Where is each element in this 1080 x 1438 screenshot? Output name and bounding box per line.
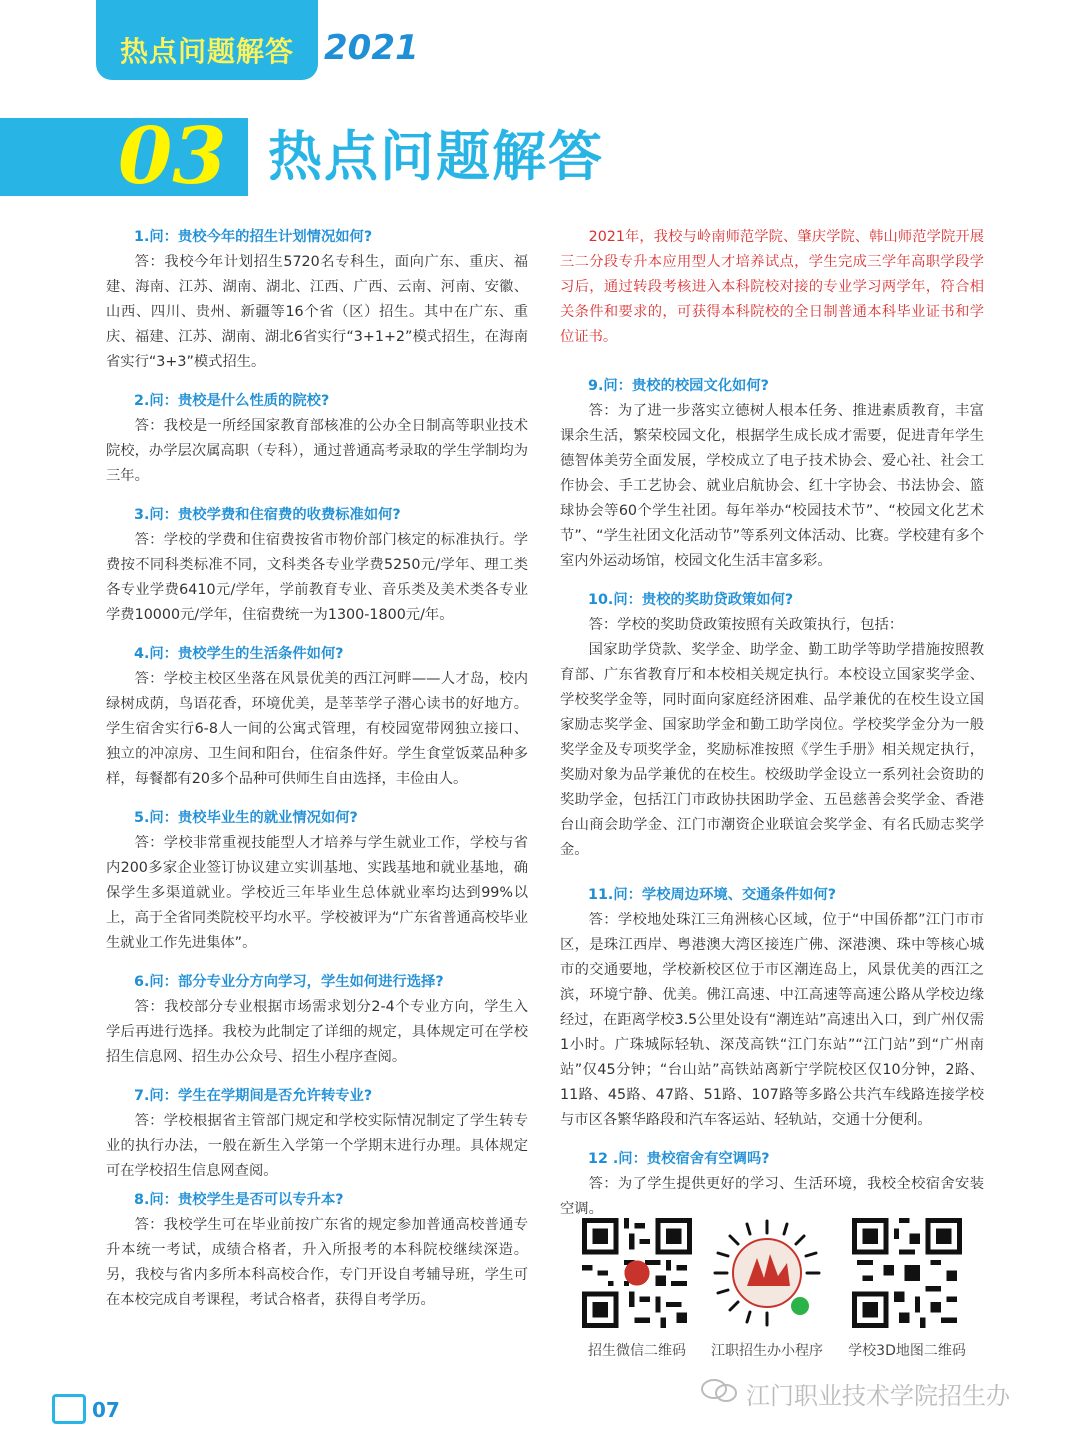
header-tab-label: 热点问题解答 (119, 35, 294, 68)
question: 5.问：贵校毕业生的就业情况如何? (134, 810, 358, 826)
question: 9.问：贵校的校园文化如何? (588, 378, 769, 394)
section-number: 03 (118, 111, 227, 202)
answer: 答：学校根据省主管部门规定和学校实际情况制定了学生转专业的执行办法，一般在新生入学第一个学期末进行办理。具体规定可在学校招生信息网查阅。 (106, 1113, 528, 1179)
answer: 答：我校学生可在毕业前按广东省的规定参加普通高校普通专升本统一考试，成绩合格者，升入所报考的本科院校继续深造。另，我校与省内多所本科高校合作，专门开设自考辅导班，学生可在本校完成自考课程，考试合格者，获得自考学历。 (106, 1217, 528, 1308)
qa-item (106, 1188, 528, 1313)
question: 6.问：部分专业分方向学习，学生如何进行选择? (134, 974, 444, 990)
answer: 答：为了学生提供更好的学习、生活环境，我校全校宿舍安装空调。 (560, 1176, 984, 1217)
qr-label: 江职招生办小程序 (711, 1343, 823, 1359)
qa-item (106, 225, 528, 375)
answer: 答：学校地处珠江三角洲核心区域，位于“中国侨都”江门市市区，是珠江西岸、粤港澳大湾区接连广佛、深港澳、珠中等核心城市的交通要地，学校新校区位于市区潮连岛上，风景优美的西江之滨，环境宁静、优美。佛江高速、中江高速等高速公路从学校边缘经过，在距离学校3.5公里处设有“潮连站”高速出入口，到广州仅需1小时。广珠城际轻轨、深茂高铁“江门东站”“江门站”到“广州南站”仅45分钟；“台山站”高铁站离新宁学院校区仅10分钟，2路、11路、45路、47路、51路、107路等多路公共汽车线路连接学校与市区各繁华路段和汽车客运站、轻轨站，交通十分便利。 (560, 912, 984, 1128)
answer: 答：学校主校区坐落在风景优美的西江河畔——人才岛，校内绿树成荫，鸟语花香，环境优美，是莘莘学子潜心读书的好地方。学生宿舍实行6-8人一间的公寓式管理，有校园宽带网独立接口、独立的冲凉房、卫生间和阳台，住宿条件好。学生食堂饭菜品种多样，每餐都有20多个品种可供师生自由选择，丰俭由人。 (106, 671, 528, 787)
mini-program-code-icon[interactable] (712, 1218, 822, 1328)
left-column (106, 225, 528, 1327)
qa-item (106, 389, 528, 489)
answer: 答：学校非常重视技能型人才培养与学生就业工作，学校与省内200多家企业签订协议建立实训基地、实践基地和就业基地，确保学生多渠道就业。学校近三年毕业生总体就业率均达到99%以上，高于全省同类院校平均水平。学校被评为“广东省普通高校毕业生就业工作先进集体”。 (106, 835, 529, 951)
answer: 答：学校的学费和住宿费按省市物价部门核定的标准执行。学费按不同科类标准不同，文科类各专业学费5250元/学年、理工类各专业学费6410元/学年，学前教育专业、音乐类及美术类各专业学费10000元/学年，住宿费统一为1300-1800元/年。 (106, 532, 528, 623)
question: 2.问：贵校是什么性质的院校? (134, 393, 330, 409)
answer: 答：学校的奖助贷政策按照有关政策执行，包括： (588, 617, 904, 633)
answer: 答：为了进一步落实立德树人根本任务、推进素质教育，丰富课余生活，繁荣校园文化，根据学生成长成才需要，促进青年学生德智体美劳全面发展，学校成立了电子技术协会、爱心社、社会工作协会、手工艺协会、就业启航协会、红十字协会、书法协会、篮球协会等60个学生社团。每年举办“校园技术节”、“校园文化艺术节”、“学生社团文化活动节”等系列文体活动、比赛。学校建有多个室内外运动场馆，校园文化生活丰富多彩。 (560, 403, 984, 569)
qr-code-row (560, 1218, 984, 1368)
answer: 答：我校部分专业根据市场需求划分2-4个专业方向，学生入学后再进行选择。我校为此制定了详细的规定，具体规定可在学校招生信息网、招生办公众号、招生小程序查阅。 (106, 999, 528, 1065)
question: 4.问：贵校学生的生活条件如何? (134, 646, 344, 662)
qa-item (106, 1084, 528, 1184)
watermark-text: 江门职业技术学院招生办 (746, 1382, 1010, 1410)
answer: 答：我校今年计划招生5720名专科生，面向广东、重庆、福建、海南、江苏、湖南、湖北、江西、广西、云南、河南、安徽、山西、四川、贵州、新疆等16个省（区）招生。其中在广东、重庆、福建、江苏、湖南、湖北6省实行“3+1+2”模式招生，在海南省实行“3+3”模式招生。 (106, 254, 528, 370)
qa-item (106, 642, 528, 792)
qr-label: 招生微信二维码 (588, 1343, 686, 1359)
highlight-paragraph: 2021年，我校与岭南师范学院、肇庆学院、韩山师范学院开展三二分段专升本应用型人才培养试点，学生完成三学年高职学段学习后，通过转段考核进入本科院校对接的专业学习两学年，符合相关条件和要求的，可获得本科院校的全日制普通本科毕业证书和学位证书。 (560, 229, 984, 345)
question: 1.问：贵校今年的招生计划情况如何? (134, 229, 373, 245)
qr-label: 学校3D地图二维码 (848, 1343, 966, 1359)
right-column (560, 225, 984, 1236)
qa-item (560, 1147, 984, 1222)
question: 10.问：贵校的奖助贷政策如何? (588, 592, 794, 608)
qr-code-icon[interactable] (582, 1218, 692, 1328)
question: 8.问：贵校学生是否可以专升本? (134, 1192, 344, 1208)
header-tab (96, 0, 318, 80)
header-year: 2021 (324, 28, 419, 68)
question: 3.问：贵校学费和住宿费的收费标准如何? (134, 507, 401, 523)
question: 7.问：学生在学期间是否允许转专业? (134, 1088, 373, 1104)
qa-item (560, 588, 984, 863)
question: 12 .问：贵校宿舍有空调吗? (588, 1151, 770, 1167)
page-icon (52, 1394, 86, 1424)
page-number: 07 (92, 1398, 120, 1422)
qa-item (106, 503, 528, 628)
section-title: 热点问题解答 (268, 125, 604, 188)
qa-item (106, 806, 528, 956)
qa-item (560, 883, 984, 1133)
qa-item (560, 374, 984, 574)
question: 11.问：学校周边环境、交通条件如何? (588, 887, 837, 903)
answer: 答：我校是一所经国家教育部核准的公办全日制高等职业技术院校，办学层次属高职（专科），通过普通高考录取的学生学制均为三年。 (106, 418, 528, 484)
wechat-icon (700, 1378, 740, 1404)
answer-continued: 国家助学贷款、奖学金、助学金、勤工助学等助学措施按照教育部、广东省教育厅和本校相关规定执行。本校设立国家奖学金、学校奖学金等，同时面向家庭经济困难、品学兼优的在校生设立国家励志奖学金、国家助学金和勤工助学岗位。学校奖学金分为一般奖学金及专项奖学金，奖励标准按照《学生手册》相关规定执行，奖励对象为品学兼优的在校生。校级助学金设立一系列社会资助的奖助学金，包括江门市政协扶困助学金、五邑慈善会奖学金、香港台山商会助学金、江门市潮资企业联谊会奖学金、有名氏励志奖学金。 (560, 642, 984, 858)
qr-code-icon[interactable] (852, 1218, 962, 1328)
qa-item (106, 970, 528, 1070)
